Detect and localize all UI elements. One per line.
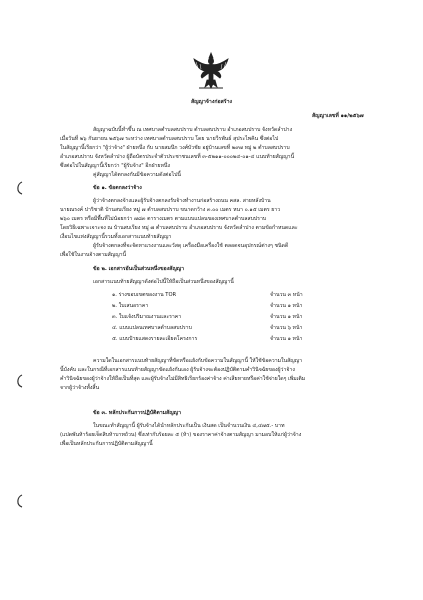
clause-line: ๒๖๐ เมตร หรือมีพื้นที่ไม่น้อยกว่า ๗๘๓ ตารางเมตร ตามแบบแปลนของเทศบาลตำบลสบปราบ [60, 216, 267, 222]
clause-heading: ข้อ ๒. เอกสารอันเป็นส่วนหนึ่งของสัญญา [93, 266, 185, 272]
clause-line: นายณรงค์ ปาริชาติ บ้านสบเรียง หมู่ ๗ ตำบลสบปราบ ขนาดกว้าง ๓.๐๐ เมตร หนา ๐.๑๕ เมตร ยาว [60, 207, 281, 213]
intro-line: ซึ่งต่อไปในสัญญานี้เรียกว่า "ผู้รับจ้าง" อีกฝ่ายหนึ่ง [60, 163, 170, 169]
attachment-qty: จำนวน ๑ หน้า [270, 303, 303, 309]
clause-line: เพื่อเป็นหลักประกันการปฏิบัติตามสัญญานี้ [60, 441, 153, 447]
intro-line: คู่สัญญาได้ตกลงกันมีข้อความดังต่อไปนี้ [93, 172, 181, 178]
clause-line: เอกสารแนบท้ายสัญญาดังต่อไปนี้ให้ถือเป็นส่วนหนึ่งของสัญญานี้ [93, 279, 234, 285]
attachment-label: ๔. แบบแปลนเทศบาลตำบลสบปราบ [112, 325, 192, 331]
clause-line: ในขณะทำสัญญานี้ ผู้รับจ้างได้นำหลักประกันเป็น เงินสด เป็นจำนวนเงิน ๔,๔๗๕.- บาท [93, 423, 285, 429]
intro-line: ในสัญญานี้เรียกว่า "ผู้ว่าจ้าง" ฝ่ายหนึ่ง กับ นายสมนึก วงศ์บัวชัย อยู่บ้านเลขที่ ๒๙๗ หมู่ ๒ ตำบลสบปราบ [60, 145, 290, 151]
clause-line: จากผู้ว่าจ้างทั้งสิ้น [60, 385, 100, 391]
clause-line: นี้บังคับ และในกรณีที่เอกสารแนบท้ายสัญญาขัดแย้งกันเอง ผู้รับจ้างจะต้องปฏิบัติตามคำวินิจฉัยของผู้ว่าจ้าง [60, 367, 295, 373]
intro-line: สัญญาฉบับนี้ทำขึ้น ณ เทศบาลตำบลสบปราบ ตำบลสบปราบ อำเภอสบปราบ จังหวัดลำปาง [93, 127, 293, 133]
bracket-mark-icon [14, 493, 24, 507]
attachment-label: ๕. แบบป้ายแสดงรายละเอียดโครงการ [112, 336, 198, 342]
clause-line: เพื่อใช้ในงานจ้างตามสัญญานี้ [60, 252, 127, 258]
clause-heading: ข้อ ๑. ข้อตกลงว่าจ้าง [93, 185, 142, 191]
clause-line: ความใดในเอกสารแนบท้ายสัญญาที่ขัดหรือแย้งกับข้อความในสัญญานี้ ให้ใช้ข้อความในสัญญา [93, 358, 303, 364]
contract-number: สัญญาเลขที่ ๑๑/๒๕๖๗ [312, 113, 364, 119]
attachment-label: ๒. ใบเสนอราคา [112, 303, 149, 309]
clause-line: ผู้ว่าจ้างตกลงจ้างและผู้รับจ้างตกลงรับจ้างทำงานก่อสร้างถนน คสล. สายหลังบ้าน [93, 198, 271, 204]
bracket-mark-icon [14, 373, 24, 387]
clause-line: คำวินิจฉัยของผู้ว่าจ้างให้ถือเป็นที่สุด และผู้รับจ้างไม่มีสิทธิเรียกร้องค่าจ้าง ค่าเสียหายหรือค่าใช้จ่ายใดๆ เพิ่มเติม [60, 376, 306, 382]
clause-heading: ข้อ ๓. หลักประกันการปฏิบัติตามสัญญา [93, 410, 181, 416]
attachment-qty: จำนวน ๑ หน้า [270, 336, 303, 342]
attachment-qty: จำนวน ๑ หน้า [270, 314, 303, 320]
document-title: สัญญาจ้างก่อสร้าง [190, 99, 233, 105]
clause-line: ผู้รับจ้างตกลงที่จะจัดหาแรงงานและวัสดุ เครื่องมือเครื่องใช้ ตลอดจนอุปกรณ์ต่างๆ ชนิดดี [93, 243, 289, 249]
attachment-label: ๑. ร่างขอบเขตของงาน TOR [112, 292, 177, 298]
attachment-qty: จำนวน ๖ หน้า [270, 325, 303, 331]
intro-line: เมื่อวันที่ ๒๖ กันยายน ๒๕๖๗ ระหว่าง เทศบาลตำบลสบปราบ โดย นายวีรพันธ์ สุประไพคิน ซึ่งต่อไป [60, 136, 279, 142]
clause-line: โดยวิธีเฉพาะเจาะจง ณ บ้านสบเรียง หมู่ ๗ ตำบลสบปราบ อำเภอสบปราบ จังหวัดลำปาง ตามข้อกำหนดและ [60, 225, 298, 231]
bracket-mark-icon [14, 180, 24, 194]
attachment-qty: จำนวน ๓ หน้า [270, 292, 303, 298]
attachment-label: ๓. ใบแจ้งปริมาณงานและราคา [112, 314, 182, 320]
clause-line: เงื่อนไขแห่งสัญญานี้รวมทั้งเอกสารแนบท้ายสัญญา [60, 234, 172, 240]
intro-line: อำเภอสบปราบ จังหวัดลำปาง ผู้ถือบัตรประจำตัวประชาชนเลขที่ ๓-๕๒๑๑-๐๐๐๒๔-๐๑-๔ แนบท้ายสัญญานี้ [60, 154, 295, 160]
clause-line: (แปดพันห้าร้อยเจ็ดสิบห้าบาทถ้วน) ซึ่งเท่ากับร้อยละ ๕ (ห้า) ของราคาค่าจ้างตามสัญญา มามอบให้แก่ผู้ว่าจ้าง [60, 432, 302, 438]
garuda-emblem-icon [190, 50, 232, 92]
